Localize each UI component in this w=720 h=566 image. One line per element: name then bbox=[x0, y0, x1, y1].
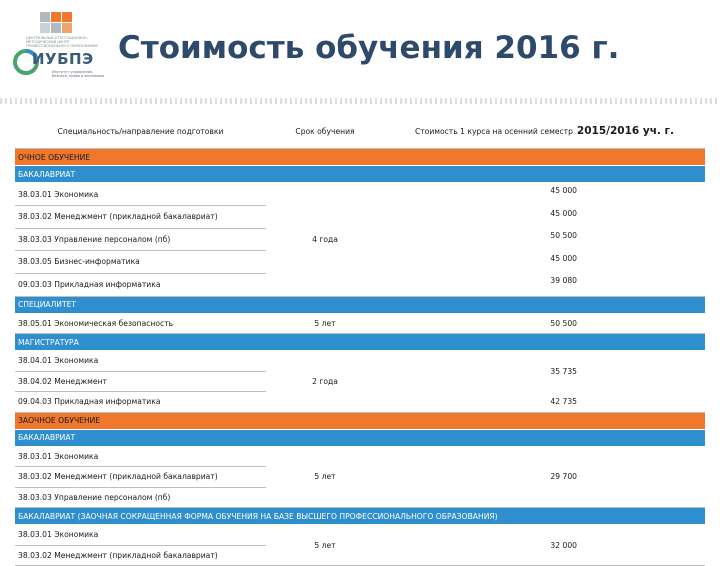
section-row bbox=[15, 296, 705, 313]
tuition-table bbox=[15, 114, 705, 566]
specialty-name: 38.03.02 Менеджмент (прикладной бакалавриат) bbox=[15, 467, 266, 488]
section-bakalavriat-zaochno: БАКАЛАВРИАТ bbox=[15, 429, 705, 446]
specialty-name: 38.03.03 Управление персоналом (пб) bbox=[15, 487, 266, 508]
header-specialty: Специальность/направление подготовки bbox=[15, 114, 266, 149]
specialty-name: 09.04.03 Прикладная информатика bbox=[15, 392, 266, 413]
cubes-logo-icon bbox=[38, 10, 78, 34]
table-header-row bbox=[15, 114, 705, 149]
cost-value: 45 000 bbox=[550, 208, 577, 218]
section-bakalavriat: БАКАЛАВРИАТ bbox=[15, 166, 705, 183]
duration-value: 4 года bbox=[266, 183, 384, 297]
duration-value: 2 года bbox=[266, 351, 384, 413]
iubpe-logo bbox=[12, 46, 112, 90]
center-logo bbox=[26, 10, 96, 50]
cost-value: 50 500 bbox=[384, 313, 705, 334]
header-duration: Срок обучения bbox=[266, 114, 384, 149]
specialty-name: 38.03.01 Экономика bbox=[15, 446, 266, 467]
cost-value: 39 080 bbox=[384, 273, 705, 296]
specialty-name: 38.03.03 Управление персоналом (пб) bbox=[15, 228, 266, 251]
specialty-name: 38.04.01 Экономика bbox=[15, 351, 266, 372]
section-row bbox=[15, 412, 705, 429]
cost-value: 32 000 bbox=[384, 525, 705, 566]
section-row bbox=[15, 149, 705, 166]
section-row bbox=[15, 508, 705, 525]
table-row bbox=[15, 313, 705, 334]
iubpe-name: ИУБПЭ bbox=[32, 50, 94, 68]
center-tagline: ЦЕНТРАЛЬНЫЙ АТТЕСТАЦИОННО-МЕТОДИЧЕСКИЙ ЦЕНТР ПРОФЕССИОНАЛЬНОГО ОБРАЗОВАНИЯ bbox=[26, 36, 98, 48]
section-specialitet: СПЕЦИАЛИТЕТ bbox=[15, 296, 705, 313]
specialty-name: 38.03.02 Менеджмент (прикладной бакалавриат) bbox=[15, 545, 266, 566]
cost-value: 42 735 bbox=[384, 392, 705, 413]
duration-value: 5 лет bbox=[266, 313, 384, 334]
specialty-name: 38.04.02 Менеджмент bbox=[15, 371, 266, 392]
specialty-name: 38.05.01 Экономическая безопасность bbox=[15, 313, 266, 334]
cost-value: 45 000 bbox=[550, 253, 577, 263]
cost-value: 29 700 bbox=[384, 446, 705, 508]
section-row bbox=[15, 166, 705, 183]
header-cost bbox=[384, 114, 705, 149]
header-divider bbox=[0, 98, 720, 104]
section-ochnoe: ОЧНОЕ ОБУЧЕНИЕ bbox=[15, 149, 705, 166]
section-zaochnoe: ЗАОЧНОЕ ОБУЧЕНИЕ bbox=[15, 412, 705, 429]
specialty-name: 09.03.03 Прикладная информатика bbox=[15, 273, 266, 296]
table-row bbox=[15, 183, 705, 206]
table-row bbox=[15, 351, 705, 372]
specialty-name: 38.03.02 Менеджмент (прикладной бакалавриат) bbox=[15, 206, 266, 229]
table-row bbox=[15, 446, 705, 467]
cost-value: 50 500 bbox=[550, 231, 577, 240]
section-row bbox=[15, 334, 705, 351]
page-title: Стоимость обучения 2016 г. bbox=[118, 30, 620, 66]
cost-value: 35 735 bbox=[550, 366, 577, 376]
duration-value: 5 лет bbox=[266, 525, 384, 566]
cost-value: 45 000 bbox=[550, 186, 577, 195]
section-magistratura: МАГИСТРАТУРА bbox=[15, 334, 705, 351]
section-row bbox=[15, 429, 705, 446]
specialty-name: 38.03.05 Бизнес-информатика bbox=[15, 251, 266, 274]
header-cost-year: 2015/2016 уч. г. bbox=[576, 125, 675, 137]
iubpe-subtitle: Институт управления, бизнеса, права и экономики bbox=[52, 70, 105, 78]
duration-value: 5 лет bbox=[266, 446, 384, 508]
slide-header bbox=[0, 0, 720, 98]
specialty-name: 38.03.01 Экономика bbox=[15, 525, 266, 546]
section-bakalavriat-sokr: БАКАЛАВРИАТ (ЗАОЧНАЯ СОКРАЩЕННАЯ ФОРМА ОБУЧЕНИЯ НА БАЗЕ ВЫСШЕГО ПРОФЕССИОНАЛЬНОГО ОБРАЗОВАНИЯ) bbox=[15, 508, 705, 525]
table-row bbox=[15, 525, 705, 546]
header-cost-label: Стоимость 1 курса на осенний семестр bbox=[414, 127, 573, 136]
specialty-name: 38.03.01 Экономика bbox=[15, 183, 266, 206]
